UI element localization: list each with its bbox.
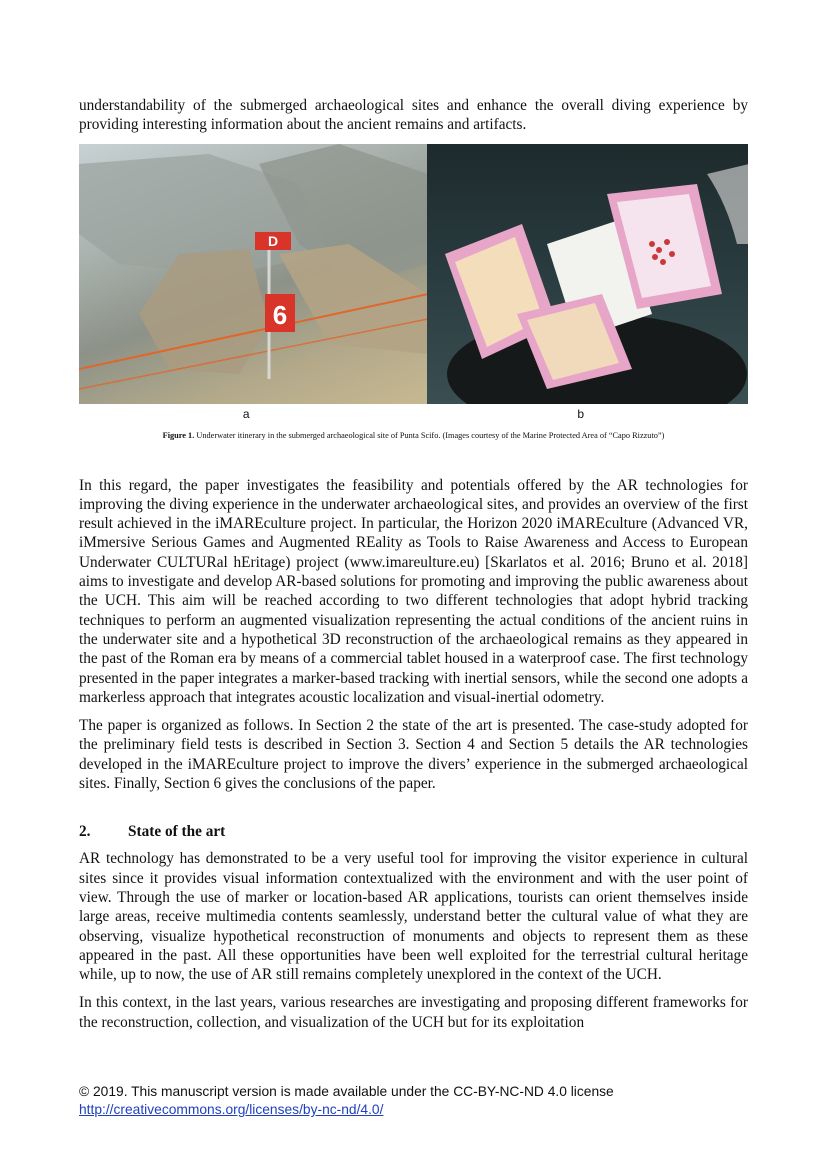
license-text: © 2019. This manuscript version is made available under the CC-BY-NC-ND 4.0 license — [79, 1084, 614, 1099]
paragraph-ar-overview: In this regard, the paper investigates the feasibility and potentials offered by the AR technologies for improving the diving experience in the underwater archaeological sites, and provides an overview of the first result achieved in the iMAREculture project. In particular, the Horizon 2020 iMAREculture (Advanced VR, iMmersive Serious Games and Augmented REality as Tools to Raise Awareness and Access to European Underwater CULTURal hEritage) project (www.imareulture.eu) [Skarlatos et al. 2016; Bruno et al. 2018] aims to investigate and develop AR-based solutions for promoting and improving the public awareness about the UCH. This aim will be reached according to two different technologies that adopt hybrid tracking techniques to perform an augmented visualization representing the actual conditions of the ancient ruins in the underwater site and a hypothetical 3D reconstruction of the archaeological remains as they appeared in the past of the Roman era by means of a commercial tablet housed in a waterproof case. The first technology presented in the paper integrates a marker-based tracking with inertial sensors, while the second one adopts a markerless approach that integrates acoustic localization and visual-inertial odometry. — [79, 476, 748, 706]
figure-1 — [79, 144, 748, 404]
intro-continuation: understandability of the submerged archaeological sites and enhance the overall diving experience by providing interesting information about the ancient remains and artifacts. — [79, 97, 748, 134]
underwater-ruins-illustration — [79, 144, 427, 404]
figure-caption-text: Underwater itinerary in the submerged archaeological site of Punta Scifo. (Images courtesy of the Marine Protected Area of “Capo Rizzuto”) — [196, 430, 665, 440]
panel-b-label: b — [577, 406, 585, 421]
figure-panel-b-photo — [427, 144, 748, 404]
page-content — [79, 96, 748, 1032]
marker-6-label: 6 — [272, 299, 288, 330]
section-2-title: State of the art — [128, 823, 226, 841]
panel-a-label: a — [242, 406, 250, 421]
figure-panel-labels — [79, 407, 748, 421]
figure-panel-a-photo — [79, 144, 427, 404]
paragraph-organization: The paper is organized as follows. In Section 2 the state of the art is presented. The case-study adopted for the preliminary field tests is described in Section 3. Section 4 and Section 5 details the AR technologies developed in the iMAREculture project to improve the divers’ experience in the submerged archaeological sites. Finally, Section 6 gives the conclusions of the paper. — [79, 717, 748, 793]
figure-caption — [79, 430, 748, 441]
paragraph-ar-technology: AR technology has demonstrated to be a very useful tool for improving the visitor experience in cultural sites since it provides visual information contextualized with the environment and with the user point of view. Through the use of marker or location-based AR applications, tourists can orient themselves inside large areas, receive multimedia contents seamlessly, understand better the cultural value of what they are observing, visualize hypothetical reconstruction of monuments and objects to represent them as these appeared in the past. All these opportunities have been well exploited for the terrestrial cultural heritage while, up to now, the use of AR still remains completely unexplored in the context of the UCH. — [79, 850, 748, 984]
section-2-heading — [79, 823, 748, 841]
paragraph-context: In this context, in the last years, various researches are investigating and proposing different frameworks for the reconstruction, collection, and visualization of the UCH but for its exploitation — [79, 994, 748, 1031]
diver-brochures-illustration — [427, 144, 748, 404]
license-footer — [79, 1083, 614, 1119]
figure-caption-label: Figure 1. — [162, 430, 195, 440]
license-link[interactable]: http://creativecommons.org/licenses/by-nc-nd/4.0/ — [79, 1102, 384, 1117]
section-2-number: 2. — [79, 823, 91, 841]
marker-d-label: D — [267, 232, 279, 249]
